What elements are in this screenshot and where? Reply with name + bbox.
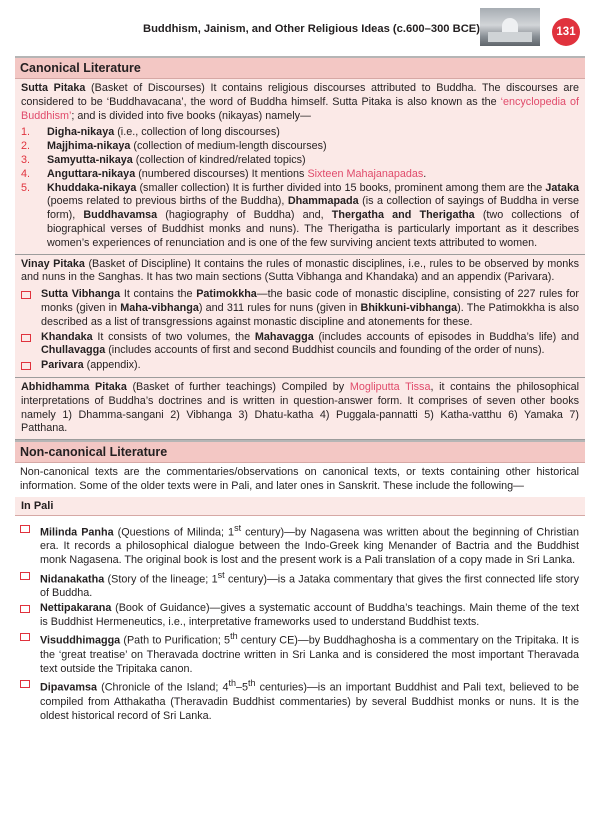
list-item: Dipavamsa (Chronicle of the Island; 4th–5th centuries)—is an important Buddhist and Pali text, believed to be compiled from Atthakatha (Theravadin Buddhist commentaries) by several Buddhist monks or nuns. It is the oldest historical record of Sri Lanka.: [20, 677, 579, 723]
pali-texts-block: [15, 516, 585, 728]
sutta-pitaka-title: Sutta Pitaka: [21, 82, 86, 94]
vinay-sections-list: [21, 288, 579, 373]
list-item: 1. Digha-nikaya (i.e., collection of long discourses): [21, 126, 280, 139]
page-number-badge: 131: [552, 18, 580, 46]
square-bullet-icon: [20, 525, 30, 533]
non-canonical-intro-block: [15, 463, 585, 497]
list-item: Khandaka It consists of two volumes, the Mahavagga (includes accounts of episodes in Buddha’s life) and Chullavagga (includes accounts of first and second Buddhist councils and founding of the order of nuns).: [21, 331, 579, 359]
abhidhamma-pitaka-text: Abhidhamma Pitaka (Basket of further teachings) Compiled by Mogliputta Tissa, it contains the philosophical interpretations of Buddha’s doctrines and is written in question-answer form. It comprises of seven other books namely 1) Dhamma-sangani 2) Vibhanga 3) Dhatu-katha 4) Puggala-pannatti 5) Katha-vatthu 6) Yamaka 7) Patthana.: [21, 380, 580, 435]
nikaya-list: [21, 126, 579, 250]
abhidhamma-pitaka-title: Abhidhamma Pitaka: [21, 380, 127, 393]
list-item: Sutta Vibhanga It contains the Patimokkha—the basic code of monastic discipline, consisting of 227 rules for monks (given in Maha-vibhanga) and 311 rules for nuns (given in Bhikkuni-vibhanga). The Patimokkha is also described as a list of transgressions against monastic discipline and atonements for these.: [21, 288, 579, 329]
mogliputta-tissa-link: Mogliputta Tissa: [349, 380, 431, 393]
in-pali-subheading: In Pali: [15, 497, 585, 516]
sutta-pitaka-box: [15, 79, 585, 255]
section-heading-non-canonical: Non-canonical Literature: [15, 440, 585, 463]
square-bullet-icon: [21, 291, 31, 299]
list-item: 5. Khuddaka-nikaya (smaller collection) It is further divided into 15 books, prominent among them are the Jataka (poems related to previous births of the Buddha), Dhammapada (is a collection of sayings of Buddha in verse form), Buddhavamsa (hagiography of Buddha) and, Thergatha and Therigatha (two collections of biographical verses of Buddhist monks and nuns). The Therigatha is particularly important as it describes women’s experiences of renunciation and is one of the few surviving ancient texts attributed to women.: [21, 181, 579, 249]
mahajanapadas-link: Sixteen Mahajanapadas: [307, 167, 424, 180]
square-bullet-icon: [20, 572, 30, 580]
building-shape: [488, 32, 532, 42]
header-photo-thumbnail: [480, 8, 540, 46]
square-bullet-icon: [20, 680, 30, 688]
list-item: Nettipakarana (Book of Guidance)—gives a systematic account of Buddha’s teachings. Main theme of the text is Buddhist Hermeneutics, i.e., interpretative frameworks used to understand Buddhist texts.: [20, 602, 579, 630]
list-item: Parivara (appendix).: [21, 359, 579, 373]
list-item: 2. Majjhima-nikaya (collection of medium-length discourses): [21, 140, 327, 153]
running-head-title: Buddhism, Jainism, and Other Religious Ideas (c.600–300 BCE): [143, 23, 480, 35]
list-item: Visuddhimagga (Path to Purification; 5th century CE)—by Buddhaghosha is a commentary on the Tripitaka. It is the ‘great treatise’ on Theravada doctrine written in Sri Lanka and is considered the most important Theravada text outside the Tripitaka canon.: [20, 630, 579, 676]
vinay-pitaka-intro: Vinay Pitaka (Basket of Discipline) It contains the rules of monastic disciplines, i.e., rules to be observed by monks and nuns in the Sanghas. It has two main sections (Sutta Vibhanga and Khandaka) and an appendix (Parivara).: [21, 257, 580, 284]
dome-shape: [502, 18, 518, 32]
list-item: Milinda Panha (Questions of Milinda; 1st century)—by Nagasena was written about the beginning of Christian era. It records a philosophical dialogue between the Indo-Greek king Menander of Bactria and the Buddhist monk Nagasena. The original book is lost and the present work is a Pali translation of a copy made in Sri Lanka.: [20, 522, 579, 568]
sutta-pitaka-intro: Sutta Pitaka (Basket of Discourses) It contains religious discourses attributed to Buddha. The discourses are considered to be ‘Buddhavacana’, the word of Buddha himself. Sutta Pitaka is also known as the ‘encyclopedia of Buddhism’; and is divided into five books (nikayas) namely—: [21, 82, 579, 122]
square-bullet-icon: [20, 605, 30, 613]
square-bullet-icon: [21, 334, 31, 342]
list-item: Nidanakatha (Story of the lineage; 1st century)—is a Jataka commentary that gives the first connected life story of Buddha.: [20, 569, 579, 601]
abhidhamma-pitaka-box: [15, 378, 585, 440]
list-item: 3. Samyutta-nikaya (collection of kindred/related topics): [21, 153, 306, 166]
page-content: [15, 56, 585, 727]
square-bullet-icon: [21, 362, 31, 370]
vinay-pitaka-title: Vinay Pitaka: [21, 257, 85, 270]
non-canonical-intro: Non-canonical texts are the commentaries/observations on canonical texts, or texts containing other historical information. Some of the older texts were in Pali, and later ones in Sanskrit. These include the following—: [20, 466, 579, 492]
encyclopedia-link: ‘encyclopedia of Buddhism’: [21, 95, 579, 122]
square-bullet-icon: [20, 633, 30, 641]
vinay-pitaka-box: [15, 255, 585, 378]
section-heading-canonical: Canonical Literature: [15, 56, 585, 79]
list-item: 4. Anguttara-nikaya (numbered discourses) It mentions Sixteen Mahajanapadas.: [21, 167, 427, 180]
pali-texts-list: [20, 522, 579, 724]
page-header: [0, 0, 600, 52]
